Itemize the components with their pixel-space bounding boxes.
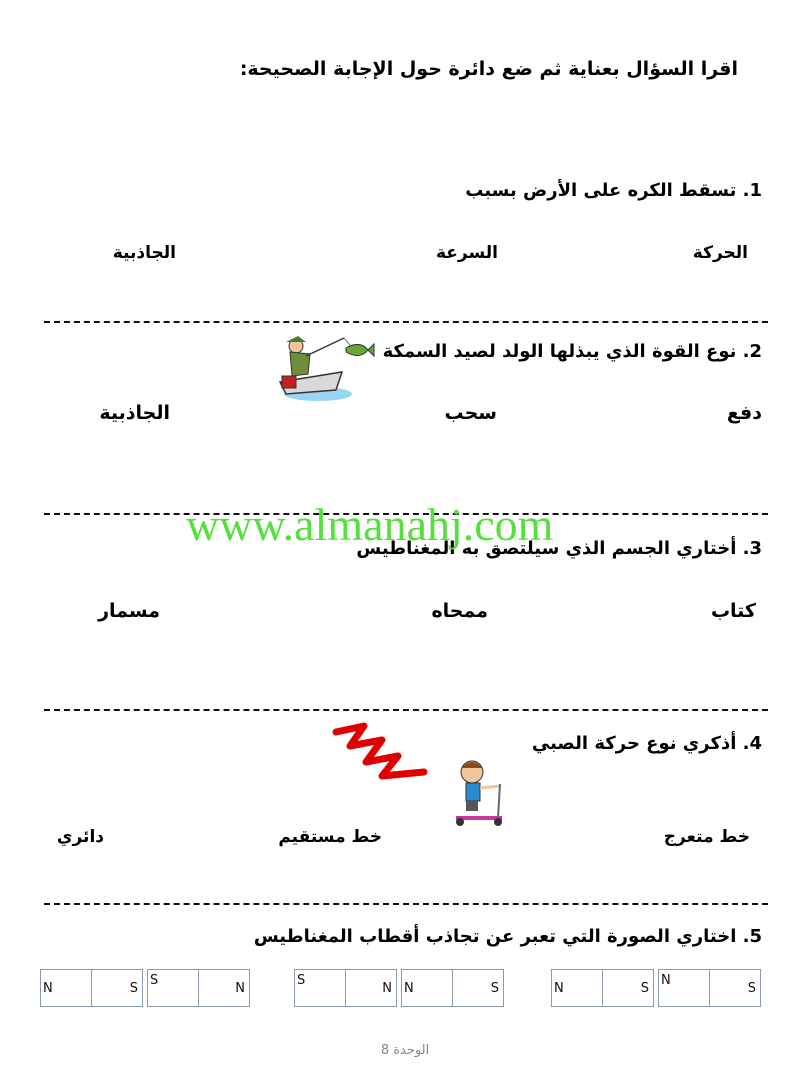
q2-option-3[interactable]: الجاذبية bbox=[99, 402, 170, 424]
q1-option-3[interactable]: الجاذبية bbox=[112, 243, 176, 263]
fishing-boy-icon bbox=[272, 332, 376, 404]
scooter-boy-icon bbox=[446, 756, 510, 828]
magnet-pole-label: S bbox=[640, 981, 649, 996]
magnet-pair-option-3[interactable] bbox=[40, 969, 250, 1007]
question-3-text: 3. أختاري الجسم الذي سيلتصق به المغناطيس bbox=[356, 538, 762, 559]
magnet-pole-label: N bbox=[404, 981, 414, 996]
magnet-bar bbox=[658, 969, 761, 1007]
magnet-bar bbox=[40, 969, 143, 1007]
question-5-text: 5. اختاري الصورة التي تعبر عن تجاذب أقطاب المغناطيس bbox=[253, 926, 762, 947]
question-2-text: 2. نوع القوة الذي يبذلها الولد لصيد السمكة bbox=[382, 341, 762, 362]
question-1-text: 1. تسقط الكره على الأرض بسبب bbox=[465, 180, 762, 201]
instruction-title: اقرا السؤال بعناية ثم ضع دائرة حول الإجابة الصحيحة: bbox=[239, 58, 738, 80]
magnet-pair-option-1[interactable] bbox=[551, 969, 761, 1007]
zigzag-line-icon bbox=[330, 720, 430, 784]
page-footer: الوحدة 8 bbox=[380, 1043, 430, 1058]
q1-option-1[interactable]: الحركة bbox=[692, 243, 748, 263]
separator-4 bbox=[44, 903, 768, 905]
watermark-text: www.almanahj.com bbox=[186, 499, 554, 550]
q1-option-2[interactable]: السرعة bbox=[435, 243, 498, 263]
q3-option-1[interactable]: كتاب bbox=[710, 600, 756, 622]
separator-3 bbox=[44, 709, 768, 711]
q4-option-3[interactable]: دائري bbox=[56, 827, 104, 847]
magnet-pole-label: N bbox=[43, 981, 53, 996]
q3-option-3[interactable]: مسمار bbox=[98, 600, 160, 622]
question-4-text: 4. أذكري نوع حركة الصبي bbox=[531, 733, 762, 754]
separator-1 bbox=[44, 321, 768, 323]
magnet-pole-label: N bbox=[554, 981, 564, 996]
magnet-pole-label: N bbox=[382, 981, 392, 996]
magnet-pole-label: N bbox=[661, 973, 671, 988]
q4-option-1[interactable]: خط متعرج bbox=[663, 827, 750, 847]
magnet-bar bbox=[147, 969, 250, 1007]
q4-option-2[interactable]: خط مستقيم bbox=[278, 827, 382, 847]
q3-option-2[interactable]: ممحاه bbox=[431, 600, 488, 622]
magnet-pair-option-2[interactable] bbox=[294, 969, 504, 1007]
magnet-pole-label: S bbox=[129, 981, 138, 996]
q2-option-1[interactable]: دفع bbox=[726, 402, 762, 424]
magnet-pole-label: S bbox=[297, 973, 306, 988]
magnet-pole-label: S bbox=[150, 973, 159, 988]
q2-option-2[interactable]: سحب bbox=[444, 402, 497, 424]
magnet-pole-label: S bbox=[490, 981, 499, 996]
magnet-pole-label: S bbox=[747, 981, 756, 996]
magnet-bar bbox=[401, 969, 504, 1007]
magnet-pole-label: N bbox=[235, 981, 245, 996]
magnet-bar bbox=[551, 969, 654, 1007]
magnet-bar bbox=[294, 969, 397, 1007]
